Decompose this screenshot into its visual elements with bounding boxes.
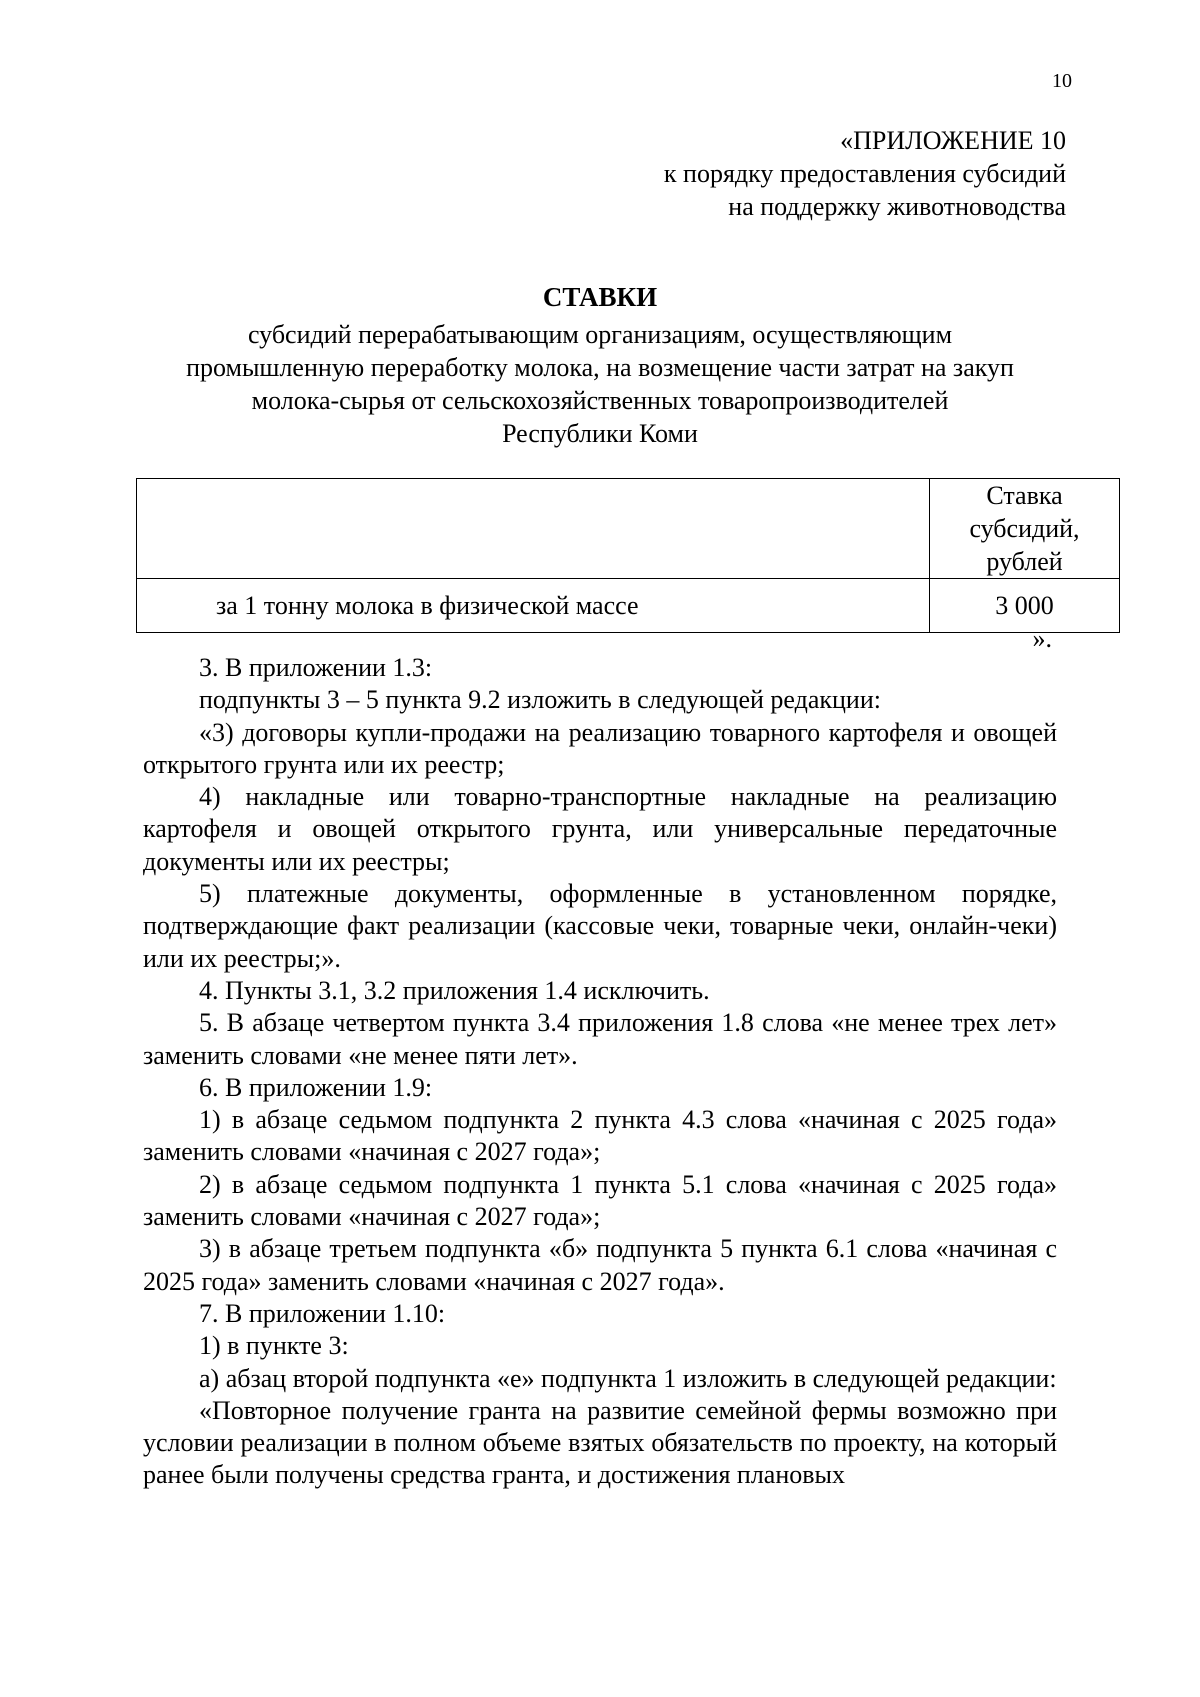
annex-line: на поддержку животноводства [728,192,1066,221]
table-cell-label: за 1 тонну молока в физической массе [137,579,930,633]
subtitle-line: Республики Коми [502,419,698,448]
paragraph: 2) в абзаце седьмом подпункта 1 пункта 5.1 слова «начиная с 2025 года» заменить словами «начиная с 2027 года»; [143,1169,1057,1232]
subtitle-line: промышленную переработку молока, на возмещение части затрат на закуп [186,353,1014,382]
table-cell-value: 3 000 [930,579,1120,633]
rates-table [136,478,1120,633]
paragraph: 5. В абзаце четвертом пункта 3.4 приложения 1.8 слова «не менее трех лет» заменить словами «не менее пяти лет». [143,1008,1057,1070]
document-title: СТАВКИ [542,282,658,312]
paragraph: 4. Пункты 3.1, 3.2 приложения 1.4 исключить. [199,975,710,1005]
table-header-cell-rate [930,479,1120,579]
body-text [143,652,1057,1492]
paragraph: 5) платежные документы, оформленные в установленном порядке, подтверждающие факт реализации (кассовые чеки, товарные чеки, онлайн-чеки) или их реестры;». [143,879,1057,973]
paragraph: 1) в абзаце седьмом подпункта 2 пункта 4.3 слова «начиная с 2025 года» заменить словами «начиная с 2027 года»; [143,1105,1057,1167]
table-closing-quote: ». [1032,624,1052,653]
paragraph: 4) накладные или товарно-транспортные накладные на реализацию картофеля и овощей открытого грунта, или универсальные передаточные документы или их реестры; [143,782,1057,876]
header-rate-line: субсидий, рублей [969,514,1080,576]
document-subtitle [145,318,1055,450]
table-header-cell-empty [137,479,930,579]
paragraph: 7. В приложении 1.10: [199,1298,446,1328]
paragraph: 3) в абзаце третьем подпункта «б» подпункта 5 пункта 6.1 слова «начиная с 2025 года» заменить словами «начиная с 2027 года». [143,1234,1057,1296]
table-header-row [137,479,1120,579]
paragraph: «3) договоры купли-продажи на реализацию товарного картофеля и овощей открытого грунта или их реестр; [143,717,1057,779]
paragraph: 6. В приложении 1.9: [199,1072,433,1102]
page-number: 10 [1052,70,1072,92]
annex-line: «ПРИЛОЖЕНИЕ 10 [840,126,1066,155]
table-row [137,579,1120,633]
paragraph: 1) в пункте 3: [199,1331,349,1361]
paragraph: «Повторное получение гранта на развитие семейной фермы возможно при условии реализации в полном объеме взятых обязательств по проекту, на который ранее были получены средства гранта, и достижения плановых [143,1395,1057,1490]
subtitle-line: молока-сырья от сельскохозяйственных товаропроизводителей [251,386,949,415]
subtitle-line: субсидий перерабатывающим организациям, осуществляющим [247,320,953,349]
paragraph: а) абзац второй подпункта «е» подпункта 1 изложить в следующей редакции: [199,1363,1057,1393]
paragraph: подпункты 3 – 5 пункта 9.2 изложить в следующей редакции: [199,685,881,715]
header-rate-line: Ставка [986,481,1063,510]
annex-line: к порядку предоставления субсидий [663,159,1066,188]
paragraph: 3. В приложении 1.3: [199,653,433,682]
annex-header [664,124,1066,223]
